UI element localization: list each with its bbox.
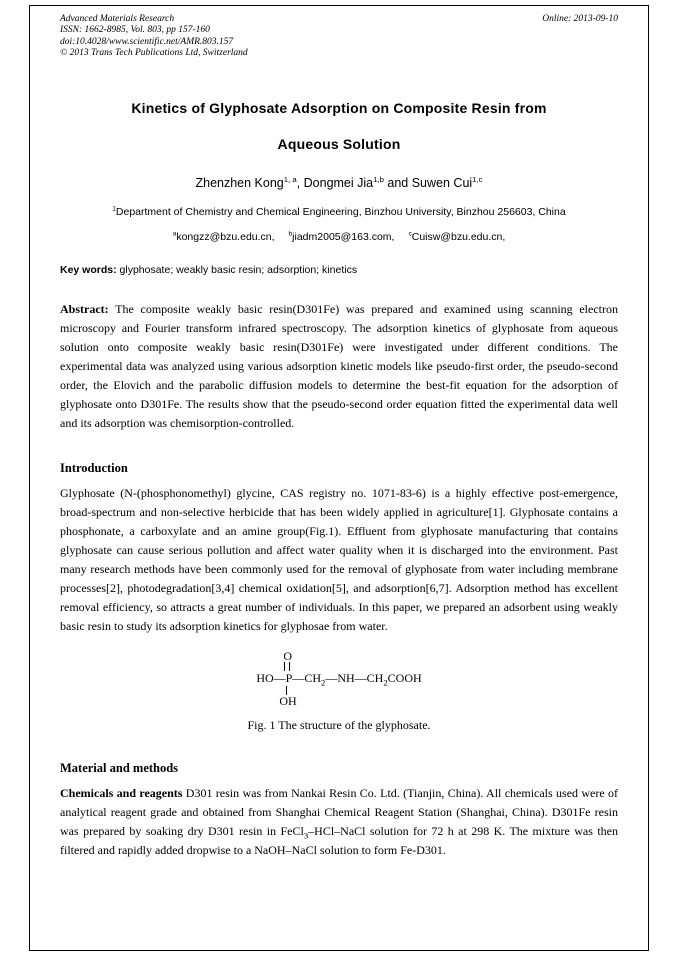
structure-main-chain: $HO—P—CH_2—NH—CH_2COOH$: [256, 670, 422, 687]
introduction-heading: Introduction: [60, 460, 128, 475]
emails-line: [60, 231, 618, 243]
structure-bottom-hydroxyl: [256, 695, 421, 708]
email-b: $^b$jiadm2005@163.com,: [288, 230, 395, 243]
abstract-paragraph: [60, 300, 618, 433]
abstract-text: The composite weakly basic resin(D301Fe) was prepared and examined using scanning electron microscopy and Fourier transform infrared spectroscopy. The adsorption kinetics of glyphosate from aqueous solution onto composite weakly basic resin(D301Fe) were investigated under different conditions. The experimental data was analyzed using various adsorption kinetic models like pseudo-first order, the pseudo-second order, the Elovich and the parabolic diffusion models to determine the best-fit equation for the adsorption of glyphosate onto D301Fe. The results show that the pseudo-second order equation fitted the experimental data well and its adsorption was chemisorption-controlled.: [60, 301, 618, 430]
paper-page: [29, 5, 649, 951]
email-a: $^a$kongzz@bzu.edu.cn,: [172, 230, 275, 243]
glyphosate-structure: [256, 650, 421, 708]
authors-line: [60, 176, 618, 190]
issn-volume-pages: ISSN: 1662-8985, Vol. 803, pp 157-160: [60, 25, 210, 36]
email-c-superscript: c: [408, 230, 412, 238]
author-3-superscript: 1,c: [472, 174, 483, 184]
email-a-superscript: a: [172, 230, 177, 238]
material-methods-heading: Material and methods: [60, 760, 179, 775]
author-2-superscript: 1,b: [373, 174, 384, 184]
online-date: Online: 2013-09-10: [542, 14, 618, 24]
hydroxyl-group: OH: [279, 693, 297, 708]
author-separator-2: and: [383, 175, 412, 190]
oxygen-atom: O: [283, 648, 292, 663]
doi-line: doi:10.4028/www.scientific.net/AMR.803.157: [60, 36, 234, 47]
abstract-label: Abstract:: [60, 301, 109, 316]
journal-name: Advanced Materials Research: [60, 14, 175, 24]
structure-double-bond-row: [256, 662, 421, 671]
affiliation-line: [60, 206, 618, 218]
publication-info: [60, 14, 248, 60]
email-c: $^c$Cuisw@bzu.edu.cn,: [408, 230, 506, 243]
figure-1: [60, 650, 618, 733]
chemicals-paragraph: Chemicals and reagents D301 resin was from Nankai Resin Co. Ltd. (Tianjin, China). All chemicals used were of analytical reagent grade and obtained from Shanghai Chemical Reagent Station (Shanghai, China). D301Fe resin was prepared by soaking dry D301 resin in FeCl$_3$–HCl–NaCl solution for 72 h at 298 K. The mixture was then filtered and rapidly added dropwise to a NaOH–NaCl solution to form Fe-D301.: [60, 785, 619, 857]
title-line-1: Kinetics of Glyphosate Adsorption on Composite Resin from: [131, 99, 547, 116]
keywords-text: glyphosate; weakly basic resin; adsorption; kinetics: [116, 263, 358, 276]
author-separator-1: ,: [296, 175, 304, 190]
author-3: Suwen Cui$^{1,c}$: [411, 174, 483, 190]
figure-1-caption: Fig. 1 The structure of the glyphosate.: [247, 717, 431, 732]
copyright-line: © 2013 Trans Tech Publications Ltd, Switzerland: [60, 48, 248, 59]
affiliation-superscript: 1: [112, 205, 116, 213]
author-2: Dongmei Jia$^{1,b}$: [303, 174, 384, 190]
structure-top-oxygen: [256, 650, 421, 662]
keywords-label: Key words:: [60, 263, 117, 276]
author-1-superscript: 1, a: [283, 174, 297, 184]
paper-title: [60, 90, 618, 162]
title-line-2: Aqueous Solution: [277, 135, 401, 152]
email-b-superscript: b: [288, 230, 293, 238]
introduction-paragraph: Glyphosate (N-(phosphonomethyl) glycine, CAS registry no. 1071-83-6) is a highly effective post-emergence, broad-spectrum and non-selective herbicide that has been widely applied in agriculture[1]. Glyphosate contains a phosphonate, a carboxylate and an amine group(Fig.1). Effluent from glyphosate manufacturing that contains glyphosate can cause serious pollution and affect water quality when it is discharged into the environment. Past many research methods have been commonly used for the removal of glyphosate from water including membrane processes[2], photodegradation[3,4] chemical oxidation[5], and adsorption[6,7]. Adsorption method has excellent removal efficiency, so attracts a great number of individuals. In this paper, we prepared an adsorbent using weakly basic resin to study its adsorption kinetics for glyphosae from water.: [60, 485, 618, 633]
double-bond: [284, 662, 290, 671]
publication-header: [60, 14, 618, 60]
author-1: Zhenzhen Kong$^{1, a}$: [195, 174, 297, 190]
affiliation-text: Department of Chemistry and Chemical Engineering, Binzhou University, Binzhou 256603, China: [115, 205, 566, 218]
keywords-line: [60, 264, 618, 276]
